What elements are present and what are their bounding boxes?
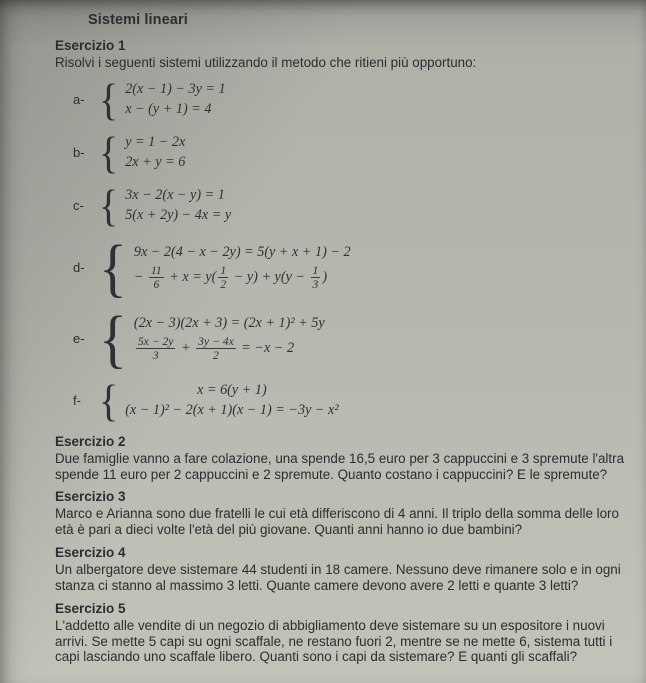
exercise-5-heading: Esercizio 5 — [55, 600, 126, 616]
exercise-5-text: L'addetto alle vendite di un negozio di abbigliamento deve sistemare su un espositore i nuovi arrivi. Se mette 5 capi su ogni scaffale, ne restano fuori 2, mentre se ne mette 6, sistema tutti i capi lasciando uno scaffale libero. Quanti sono i capi da sistemare? E quanti gli scaffali? — [55, 617, 613, 665]
system-brace-icon: { — [99, 230, 127, 304]
paper — [55, 8, 632, 666]
system-c-equations — [125, 187, 231, 225]
fraction: $\frac{1}{3}$ — [312, 263, 319, 292]
system-a — [73, 74, 632, 125]
fraction: $\frac{3y - 4x}{2}$ — [198, 334, 234, 363]
exercise-1-heading: Esercizio 1 — [55, 38, 126, 53]
system-a-label: a- — [73, 92, 85, 108]
system-d — [73, 230, 632, 304]
system-c-label: c- — [73, 198, 84, 214]
system-brace-icon: { — [99, 375, 119, 426]
system-e-equation-2: $\frac{5x - 2y}{3}$ + $\frac{3y - 4x}{2}$ = −x − 2 — [137, 334, 295, 363]
system-e — [73, 301, 632, 375]
system-brace-icon: { — [99, 74, 119, 125]
fraction: $\frac{1}{2}$ — [220, 263, 227, 292]
exercise-2-text: Due famiglie vanno a fare colazione, una spende 16,5 euro per 3 cappuccini e 3 spremute l'altra spende 11 euro per 2 cappuccini e 2 spremute. Quanto costano i cappuccini? E le spremute? — [55, 450, 625, 482]
system-a-equation-1: 2(x − 1) − 3y = 1 — [125, 81, 226, 98]
system-f-equation-2: (x − 1)² − 2(x + 1)(x − 1) = −3y − x² — [125, 401, 339, 418]
exercise-3 — [55, 489, 632, 538]
exercise-1-intro: Risolvi i seguenti sistemi utilizzando il metodo che ritieni più opportuno: — [55, 55, 477, 70]
exercise-1 — [55, 38, 632, 426]
system-e-equation-1: (2x − 3)(2x + 3) = (2x + 1)² + 5y — [133, 315, 325, 332]
exercise-3-heading: Esercizio 3 — [55, 489, 126, 505]
system-f — [73, 375, 632, 426]
system-d-label: d- — [73, 260, 85, 276]
exercise-2 — [55, 434, 632, 483]
system-b-equation-2: 2x + y = 6 — [125, 153, 186, 170]
system-f-equations — [125, 382, 338, 420]
system-b-equations — [125, 134, 185, 172]
system-c — [73, 180, 632, 231]
exercise-4-text: Un albergatore deve sistemare 44 studenti in 18 camere. Nessuno deve rimanere solo e in ogni stanza ci stanno al massimo 3 letti. Quante camere devono avere 2 letti e quante 3 letti? — [55, 562, 621, 593]
system-d-equation-2: − $\frac{11}{6}$ + x = y( $\frac{1}{2}$ − y) + y(y − $\frac{1}{3}$ ) — [133, 263, 328, 292]
exercise-2-heading: Esercizio 2 — [55, 433, 126, 449]
exercise-3-text: Marco e Arianna sono due fratelli le cui età differiscono di 4 anni. Il triplo della somma delle loro età è pari a dieci volte l'età del più giovane. Quanti anni hanno io due bambini? — [55, 506, 619, 538]
system-c-equation-2: 5(x + 2y) − 4x = y — [125, 206, 232, 223]
fraction: $\frac{11}{6}$ — [150, 263, 162, 292]
system-a-equation-2: x − (y + 1) = 4 — [125, 100, 212, 117]
system-b-label: b- — [73, 145, 85, 161]
exercise-5 — [55, 601, 632, 665]
system-brace-icon: { — [99, 127, 119, 178]
system-e-equations — [134, 315, 325, 363]
system-a-equations — [125, 81, 225, 119]
system-e-label: e- — [73, 331, 85, 347]
system-f-equation-1: x = 6(y + 1) — [197, 382, 267, 399]
system-b-equation-1: y = 1 − 2x — [125, 134, 186, 151]
system-brace-icon: { — [99, 301, 127, 375]
fraction: $\frac{5x - 2y}{3}$ — [137, 334, 174, 363]
exercise-4 — [55, 545, 632, 594]
exercise-4-heading: Esercizio 4 — [55, 545, 126, 561]
system-d-equations — [134, 244, 351, 292]
system-d-equation-1: 9x − 2(4 − x − 2y) = 5(y + x + 1) − 2 — [133, 244, 351, 261]
page-title: Sistemi lineari — [88, 12, 188, 28]
system-f-label: f- — [73, 393, 81, 409]
system-c-equation-1: 3x − 2(x − y) = 1 — [125, 187, 225, 204]
system-brace-icon: { — [99, 180, 119, 231]
system-b — [73, 127, 632, 178]
